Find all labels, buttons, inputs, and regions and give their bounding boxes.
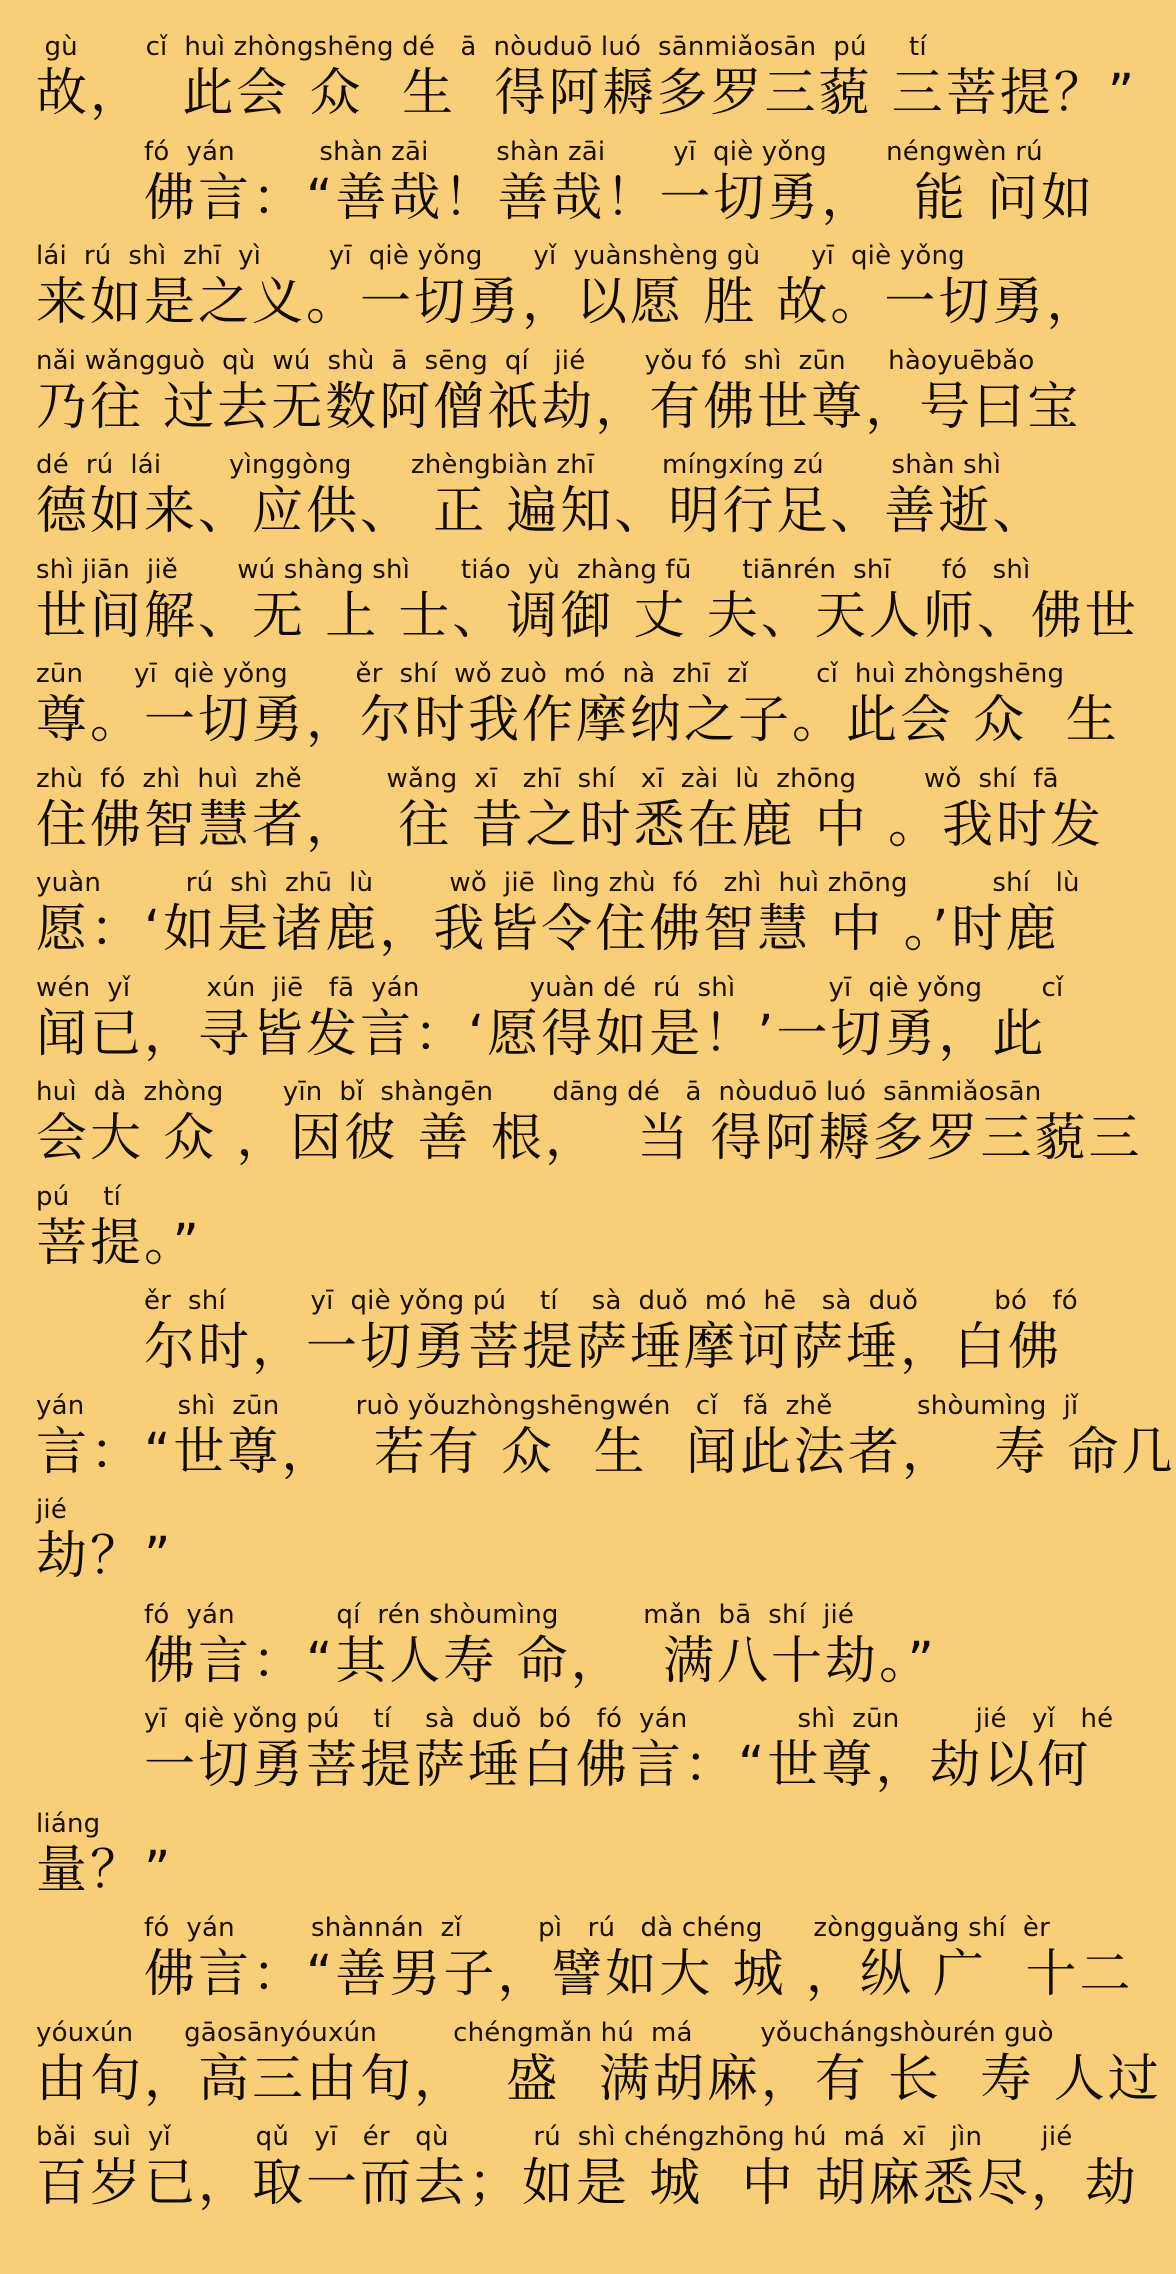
text-line <box>36 1911 1134 2016</box>
chinese-text: 佛言：“其人寿 命， 满八十劫。” <box>144 1631 937 1691</box>
pinyin-annotation: huì dà zhòng yīn bǐ shàngēn dāng dé ā nòuduō luó sānmiǎosān <box>36 1077 1042 1107</box>
text-line <box>36 866 1080 971</box>
pinyin-annotation: jié <box>36 1495 68 1525</box>
chinese-text: 言：“世尊， 若有 众 生 闻此法者， 寿 命几 <box>36 1422 1176 1482</box>
pinyin-annotation: yóuxún gāosānyóuxún chéngmǎn hú má yǒuchángshòurén guò <box>36 2017 1054 2048</box>
text-line <box>36 1493 1044 1598</box>
chinese-text: 故， 此会 众 生 得阿耨多罗三藐 三菩提？” <box>36 64 1138 123</box>
text-line <box>36 1598 1044 1703</box>
pinyin-annotation: ěr shí yī qiè yǒng pú tí sà duǒ mó hē sà duǒ bó fó <box>144 1286 1078 1316</box>
pinyin-annotation: nǎi wǎngguò qù wú shù ā sēng qí jié yǒu fó shì zūn hàoyuēbǎo <box>36 345 1035 376</box>
pinyin-annotation: lái rú shì zhī yì yī qiè yǒng yǐ yuànshèng gù yī qiè yǒng <box>36 241 965 271</box>
chinese-text: 量？” <box>36 1840 174 1900</box>
text-line <box>36 2120 1139 2225</box>
text-line <box>36 1284 1078 1389</box>
chinese-text: 会大 众 ，因彼 善 根， 当 得阿耨多罗三藐三 <box>36 1109 1143 1168</box>
text-line <box>36 344 1082 449</box>
pinyin-annotation: fó yán shàn zāi shàn zāi yī qiè yǒng néngwèn rú <box>144 136 1043 167</box>
chinese-text: 尔时，一切勇菩提萨埵摩诃萨埵，白佛 <box>144 1318 1063 1377</box>
text-line <box>36 553 1139 658</box>
pinyin-annotation: dé rú lái yìnggòng zhèngbiàn zhī míngxíng zú shàn shì <box>36 450 1002 480</box>
chinese-text: 劫？” <box>36 1527 174 1586</box>
pinyin-annotation: pú tí <box>36 1181 122 1212</box>
pinyin-annotation: yuàn rú shì zhū lù wǒ jiē lìng zhù fó zhì huì zhōng shí lù <box>36 868 1080 898</box>
text-line <box>36 448 1047 553</box>
chinese-text: 来如是之义。一切勇，以愿 胜 故。一切勇， <box>36 273 1101 332</box>
pinyin-annotation: zhù fó zhì huì zhě wǎng xī zhī shí xī zài lù zhōng wǒ shí fā <box>36 763 1059 794</box>
pinyin-annotation: gù cǐ huì zhòngshēng dé ā nòuduō luó sānmiǎosān pú tí <box>36 32 927 62</box>
text-line <box>36 971 1064 1076</box>
chinese-text: 菩提。” <box>36 1213 202 1273</box>
chinese-text: 愿：‘如是诸鹿，我皆令住佛智慧 中 。’时鹿 <box>36 900 1060 959</box>
text-line <box>36 1075 1143 1180</box>
pinyin-annotation: bǎi suì yǐ qǔ yī ér qù rú shì chéngzhōng hú má xī jìn jié <box>36 2122 1073 2152</box>
pinyin-annotation: fó yán qí rén shòumìng mǎn bā shí jié <box>144 1599 855 1630</box>
text-line <box>36 239 1101 344</box>
text-line <box>36 1807 1044 1912</box>
chinese-text: 由旬，高三由旬， 盛 满胡麻，有 长 寿 人过 <box>36 2049 1162 2109</box>
pinyin-annotation: fó yán shànnán zǐ pì rú dà chéng zòngguǎng shí èr <box>144 1913 1050 1943</box>
chinese-text: 德如来、应供、 正 遍知、明行足、善逝、 <box>36 482 1047 541</box>
chinese-text: 世间解、无 上 士、调御 丈 夫、天人师、佛世 <box>36 586 1139 646</box>
chinese-text: 闻已，寻皆发言：‘愿得如是！’一切勇，此 <box>36 1004 1047 1064</box>
chinese-text: 佛言：“善男子，譬如大 城 ，纵 广 十二 <box>144 1945 1134 2004</box>
text-line <box>36 2016 1162 2121</box>
text-line <box>36 1389 1176 1494</box>
text-line <box>36 30 1138 135</box>
chinese-text: 一切勇菩提萨埵白佛言：“世尊，劫以何 <box>144 1736 1092 1795</box>
text-line <box>36 1180 1044 1285</box>
pinyin-annotation: zūn yī qiè yǒng ěr shí wǒ zuò mó nà zhī zǐ cǐ huì zhòngshēng <box>36 659 1065 689</box>
chinese-text: 住佛智慧者， 往 昔之时悉在鹿 中 。我时发 <box>36 795 1105 855</box>
chinese-text: 尊。一切勇，尔时我作摩纳之子。此会 众 生 <box>36 691 1120 750</box>
pinyin-annotation: wén yǐ xún jiē fā yán yuàn dé rú shì yī qiè yǒng cǐ <box>36 972 1064 1003</box>
text-line <box>36 657 1120 762</box>
text-line <box>36 1702 1114 1807</box>
pinyin-text-body <box>36 30 1176 2225</box>
text-line <box>36 135 1096 240</box>
pinyin-annotation: shì jiān jiě wú shàng shì tiáo yù zhàng fū tiānrén shī fó shì <box>36 554 1031 585</box>
chinese-text: 佛言：“善哉！善哉！一切勇， 能 问如 <box>144 168 1096 228</box>
pinyin-annotation: yán shì zūn ruò yǒuzhòngshēngwén cǐ fǎ zhě shòumìng jǐ <box>36 1390 1079 1421</box>
chinese-text: 百岁已，取一而去；如是 城 中 胡麻悉尽，劫 <box>36 2154 1139 2213</box>
pinyin-annotation: yī qiè yǒng pú tí sà duǒ bó fó yán shì zūn jié yǐ hé <box>144 1704 1114 1734</box>
pinyin-annotation: liáng <box>36 1808 101 1839</box>
text-line <box>36 762 1105 867</box>
chinese-text: 乃往 过去无数阿僧祇劫，有佛世尊，号曰宝 <box>36 377 1082 437</box>
